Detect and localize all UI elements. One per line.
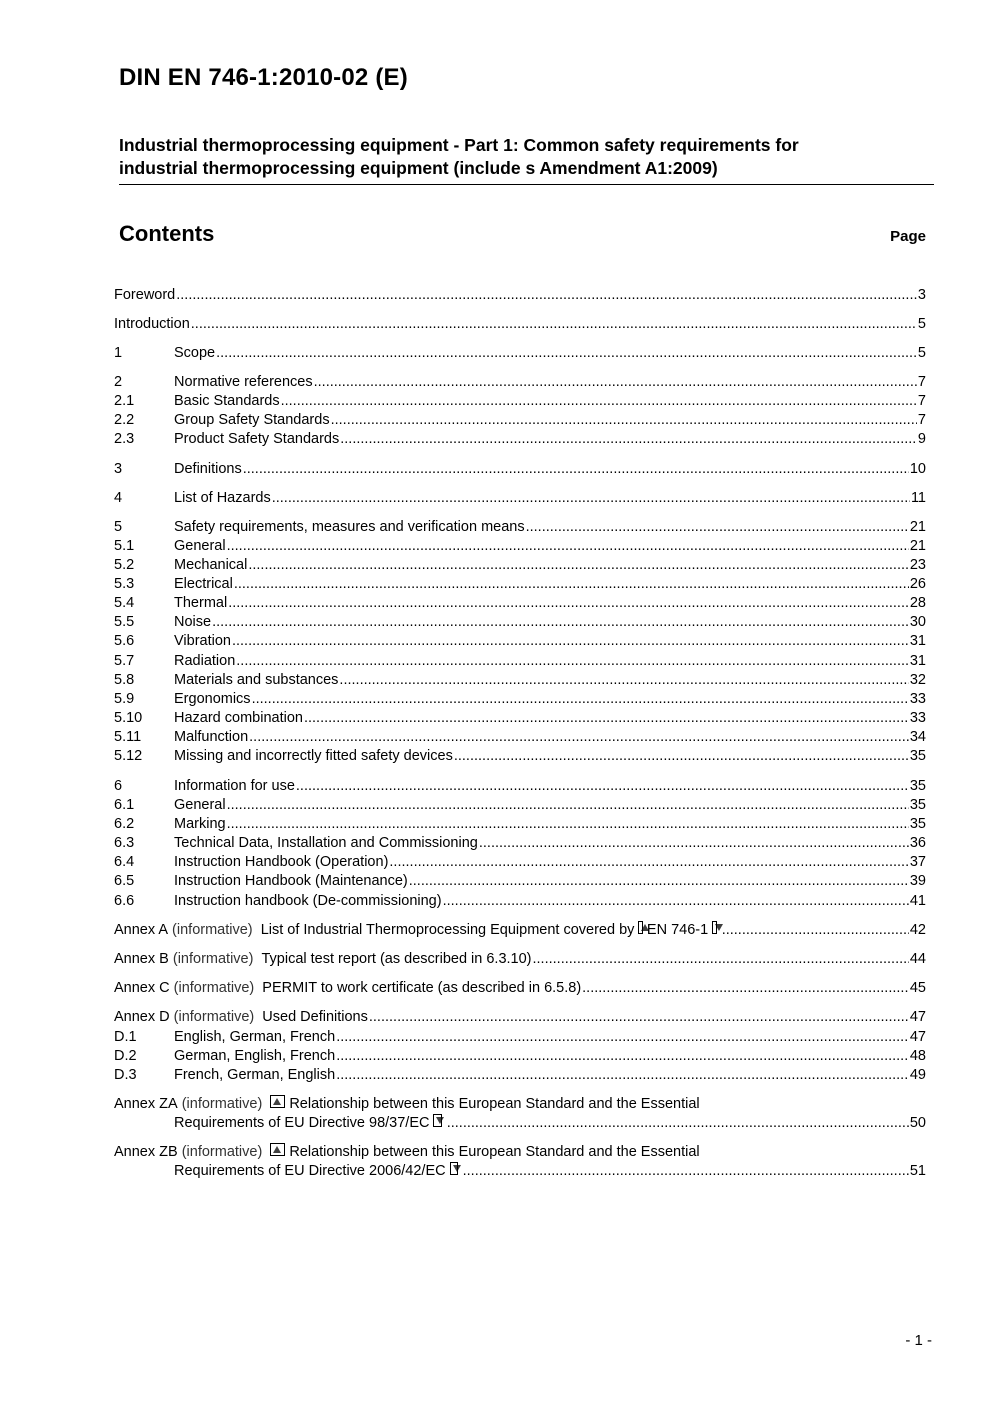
dot-leader <box>314 373 917 392</box>
dot-leader <box>369 1008 909 1027</box>
toc-label: Foreword <box>114 287 176 303</box>
toc-label: List of Industrial Thermoprocessing Equipment covered by <box>260 922 635 938</box>
toc-page: 7 <box>917 374 926 390</box>
dot-leader <box>331 411 917 430</box>
toc-entry-annex-d[interactable] <box>114 1008 926 1027</box>
toc-label: Introduction <box>114 316 190 332</box>
toc-page: 33 <box>909 691 926 707</box>
toc-entry-annex-za-cont[interactable] <box>114 1114 926 1133</box>
toc-label: Radiation <box>174 653 236 669</box>
toc-page: 23 <box>909 557 926 573</box>
toc-entry-d-3[interactable] <box>114 1066 926 1085</box>
toc-page: 42 <box>909 922 926 938</box>
toc-page: 48 <box>909 1048 926 1064</box>
toc-label: Ergonomics <box>174 691 251 707</box>
toc-page: 49 <box>909 1067 926 1083</box>
toc-label: Mechanical <box>174 557 248 573</box>
toc-label: Requirements of EU Directive 2006/42/EC <box>174 1163 446 1179</box>
dot-leader <box>227 796 909 815</box>
annex-prefix: Annex C <box>114 980 170 996</box>
dot-leader <box>443 892 909 911</box>
toc-entry-2-2[interactable] <box>114 411 926 430</box>
toc-page: 35 <box>909 797 926 813</box>
toc-page: 9 <box>917 431 926 447</box>
toc-page: 30 <box>909 614 926 630</box>
toc-number: 2.2 <box>114 412 135 428</box>
toc-label: Used Definitions <box>262 1009 368 1025</box>
toc-entry-4[interactable] <box>114 489 926 508</box>
toc-page: 34 <box>909 729 926 745</box>
dot-leader <box>228 594 909 613</box>
toc-entry-6-1[interactable] <box>114 796 926 815</box>
toc-number: 5.8 <box>114 672 135 688</box>
amendment-start-icon <box>270 1143 285 1156</box>
toc-page: 7 <box>917 412 926 428</box>
toc-label: Scope <box>174 345 216 361</box>
subtitle-line: Industrial thermoprocessing equipment - Part 1: Common safety requirements for <box>119 135 799 155</box>
toc-number: 5.2 <box>114 557 135 573</box>
contents-title: Contents <box>119 221 215 246</box>
toc-entry-d-1[interactable] <box>114 1028 926 1047</box>
toc-label: Instruction handbook (De-commissioning) <box>174 893 442 909</box>
toc-entry-5-9[interactable] <box>114 690 926 709</box>
dot-leader <box>227 537 909 556</box>
toc-entry-6-2[interactable] <box>114 815 926 834</box>
toc-entry-3[interactable] <box>114 460 926 479</box>
toc-label: Thermal <box>174 595 228 611</box>
toc-label: Basic Standards <box>174 393 280 409</box>
toc-number: 6.5 <box>114 873 135 889</box>
toc-page: 5 <box>917 316 926 332</box>
toc-label: Normative references <box>174 374 313 390</box>
dot-leader <box>176 286 917 305</box>
annex-informative: (informative) <box>181 1144 263 1160</box>
annex-prefix: Annex ZB <box>114 1144 178 1160</box>
toc-label: Malfunction <box>174 729 249 745</box>
toc-label: General <box>174 797 226 813</box>
toc-number: 6.6 <box>114 893 135 909</box>
toc-page: 31 <box>909 633 926 649</box>
toc-label: Relationship between this European Standard and the Essential <box>289 1096 700 1112</box>
toc-number: 2.3 <box>114 431 135 447</box>
dot-leader <box>234 575 909 594</box>
annex-informative: (informative) <box>172 922 253 938</box>
toc-page: 37 <box>909 854 926 870</box>
toc-label: German, English, French <box>174 1048 336 1064</box>
toc-label: Hazard combination <box>174 710 303 726</box>
toc-label: French, German, English <box>174 1067 336 1083</box>
dot-leader <box>479 834 909 853</box>
toc-entry-1[interactable] <box>114 344 926 363</box>
toc-page: 11 <box>910 490 926 506</box>
toc-label: Typical test report (as described in 6.3.10) <box>261 951 532 967</box>
toc-label: Requirements of EU Directive 98/37/EC <box>174 1115 430 1131</box>
toc-entry-foreword[interactable] <box>114 286 926 305</box>
toc-entry-5-3[interactable] <box>114 575 926 594</box>
toc-page: 39 <box>909 873 926 889</box>
toc-entry-annex-b[interactable] <box>114 950 926 969</box>
amendment-start-icon <box>270 1095 285 1108</box>
toc-number: 5.7 <box>114 653 135 669</box>
toc-label: General <box>174 538 226 554</box>
dot-leader <box>243 460 909 479</box>
toc-page: 44 <box>909 951 926 967</box>
subtitle-line: industrial thermoprocessing equipment (include s Amendment A1:2009) <box>119 158 718 178</box>
toc-label: English, German, French <box>174 1029 336 1045</box>
toc-number: 5.11 <box>114 729 142 745</box>
toc-number: 5.3 <box>114 576 135 592</box>
toc-number: 5.5 <box>114 614 135 630</box>
toc-number: 6.2 <box>114 816 135 832</box>
toc-number: 4 <box>114 490 123 506</box>
toc-number: 1 <box>114 345 123 361</box>
toc-entry-5-11[interactable] <box>114 728 926 747</box>
dot-leader <box>582 979 909 998</box>
toc-number: D.2 <box>114 1048 137 1064</box>
toc-entry-5-8[interactable] <box>114 671 926 690</box>
toc-label: Electrical <box>174 576 233 592</box>
toc-label: Safety requirements, measures and verification means <box>174 519 525 535</box>
toc-page: 35 <box>909 778 926 794</box>
annex-prefix: Annex D <box>114 1009 170 1025</box>
toc-entry-2[interactable] <box>114 373 926 392</box>
toc-entry-annex-c[interactable] <box>114 979 926 998</box>
dot-leader <box>533 950 909 969</box>
dot-leader <box>304 709 909 728</box>
toc-label: Product Safety Standards <box>174 431 340 447</box>
annex-informative: (informative) <box>181 1096 263 1112</box>
toc-page: 33 <box>909 710 926 726</box>
toc-label: Information for use <box>174 778 295 794</box>
dot-leader <box>447 1114 909 1133</box>
toc-page: 35 <box>909 816 926 832</box>
dot-leader <box>526 518 909 537</box>
dot-leader <box>336 1028 909 1047</box>
toc-entry-6-4[interactable] <box>114 853 926 872</box>
toc-entry-5-2[interactable] <box>114 556 926 575</box>
toc-label: Noise <box>174 614 212 630</box>
toc-page: 45 <box>909 980 926 996</box>
annex-ref: EN 746-1 <box>646 922 709 938</box>
toc-page: 41 <box>909 893 926 909</box>
dot-leader <box>340 430 917 449</box>
dot-leader <box>409 872 909 891</box>
toc-number: D.1 <box>114 1029 137 1045</box>
toc-page: 3 <box>917 287 926 303</box>
dot-leader <box>339 671 908 690</box>
dot-leader <box>722 921 909 940</box>
dot-leader <box>336 1066 909 1085</box>
document-id: DIN EN 746-1:2010-02 (E) <box>119 64 408 91</box>
dot-leader <box>296 777 909 796</box>
dot-leader <box>232 632 909 651</box>
toc-entry-6[interactable] <box>114 777 926 796</box>
toc-page: 50 <box>909 1115 926 1131</box>
amendment-end-icon <box>712 921 717 934</box>
toc-number: 6 <box>114 778 123 794</box>
toc-page: 7 <box>917 393 926 409</box>
toc-number: 2.1 <box>114 393 135 409</box>
toc-page: 32 <box>909 672 926 688</box>
dot-leader <box>281 392 917 411</box>
annex-prefix: Annex A <box>114 922 169 938</box>
footer-page-number: - 1 - <box>905 1332 932 1349</box>
dot-leader <box>454 747 909 766</box>
dot-leader <box>236 652 909 671</box>
annex-prefix: Annex B <box>114 951 169 967</box>
toc-entry-6-6[interactable] <box>114 892 926 911</box>
annex-prefix: Annex ZA <box>114 1096 178 1112</box>
toc-number: 5.4 <box>114 595 135 611</box>
amendment-end-icon <box>433 1114 441 1127</box>
toc-label: Instruction Handbook (Maintenance) <box>174 873 408 889</box>
toc-label: List of Hazards <box>174 490 271 506</box>
toc-number: 6.1 <box>114 797 135 813</box>
toc-page: 26 <box>909 576 926 592</box>
toc-label: Group Safety Standards <box>174 412 330 428</box>
toc-number: 6.3 <box>114 835 135 851</box>
toc-label: Relationship between this European Standard and the Essential <box>289 1144 700 1160</box>
toc-entry-annex-a[interactable] <box>114 921 926 940</box>
toc-entry-annex-zb[interactable] <box>114 1143 926 1162</box>
toc-entry-d-2[interactable] <box>114 1047 926 1066</box>
dot-leader <box>463 1162 909 1181</box>
annex-informative: (informative) <box>172 951 254 967</box>
toc-page: 51 <box>909 1163 926 1179</box>
toc-entry-annex-za[interactable] <box>114 1095 926 1114</box>
toc-entry-6-3[interactable] <box>114 834 926 853</box>
toc-page: 10 <box>909 461 926 477</box>
dot-leader <box>336 1047 909 1066</box>
toc-entry-5-7[interactable] <box>114 652 926 671</box>
toc-label: Missing and incorrectly fitted safety devices <box>174 748 453 764</box>
toc-number: 5.6 <box>114 633 135 649</box>
toc-entry-5-10[interactable] <box>114 709 926 728</box>
dot-leader <box>212 613 909 632</box>
toc-page: 28 <box>909 595 926 611</box>
toc-entry-5-12[interactable] <box>114 747 926 766</box>
dot-leader <box>216 344 917 363</box>
toc-page: 21 <box>909 538 926 554</box>
toc-label: Instruction Handbook (Operation) <box>174 854 389 870</box>
dot-leader <box>248 556 909 575</box>
toc-page: 47 <box>909 1009 926 1025</box>
dot-leader <box>272 489 910 508</box>
toc-page: 5 <box>917 345 926 361</box>
dot-leader <box>252 690 909 709</box>
toc-label: Technical Data, Installation and Commissioning <box>174 835 478 851</box>
toc-number: 5 <box>114 519 123 535</box>
amendment-end-icon <box>450 1162 458 1175</box>
dot-leader <box>191 315 917 334</box>
toc-number: 3 <box>114 461 123 477</box>
toc-entry-6-5[interactable] <box>114 872 926 891</box>
toc-entry-introduction[interactable] <box>114 315 926 334</box>
toc-entry-5[interactable] <box>114 518 926 537</box>
toc-entry-5-1[interactable] <box>114 537 926 556</box>
toc-label: Vibration <box>174 633 231 649</box>
toc-page: 47 <box>909 1029 926 1045</box>
dot-leader <box>227 815 909 834</box>
toc-page: 36 <box>909 835 926 851</box>
toc-entry-5-5[interactable] <box>114 613 926 632</box>
toc-number: 2 <box>114 374 123 390</box>
toc-label: PERMIT to work certificate (as described in 6.5.8) <box>262 980 582 996</box>
toc-entry-annex-zb-cont[interactable] <box>114 1162 926 1181</box>
toc-number: 6.4 <box>114 854 135 870</box>
page-column-header: Page <box>890 228 926 245</box>
annex-informative: (informative) <box>173 1009 255 1025</box>
toc-entry-2-1[interactable] <box>114 392 926 411</box>
toc-entry-2-3[interactable] <box>114 430 926 449</box>
document-subtitle <box>119 134 934 185</box>
amendment-start-icon <box>638 921 643 934</box>
toc-number: 5.12 <box>114 748 143 764</box>
toc-number: D.3 <box>114 1067 137 1083</box>
toc-number: 5.1 <box>114 538 135 554</box>
toc-page: 35 <box>909 748 926 764</box>
annex-informative: (informative) <box>173 980 255 996</box>
toc-number: 5.10 <box>114 710 143 726</box>
toc-page: 21 <box>909 519 926 535</box>
dot-leader <box>249 728 909 747</box>
toc-entry-5-6[interactable] <box>114 632 926 651</box>
toc-entry-5-4[interactable] <box>114 594 926 613</box>
toc-page: 31 <box>909 653 926 669</box>
toc-label: Materials and substances <box>174 672 339 688</box>
dot-leader <box>389 853 908 872</box>
toc-number: 5.9 <box>114 691 135 707</box>
toc-label: Definitions <box>174 461 242 477</box>
toc-label: Marking <box>174 816 226 832</box>
